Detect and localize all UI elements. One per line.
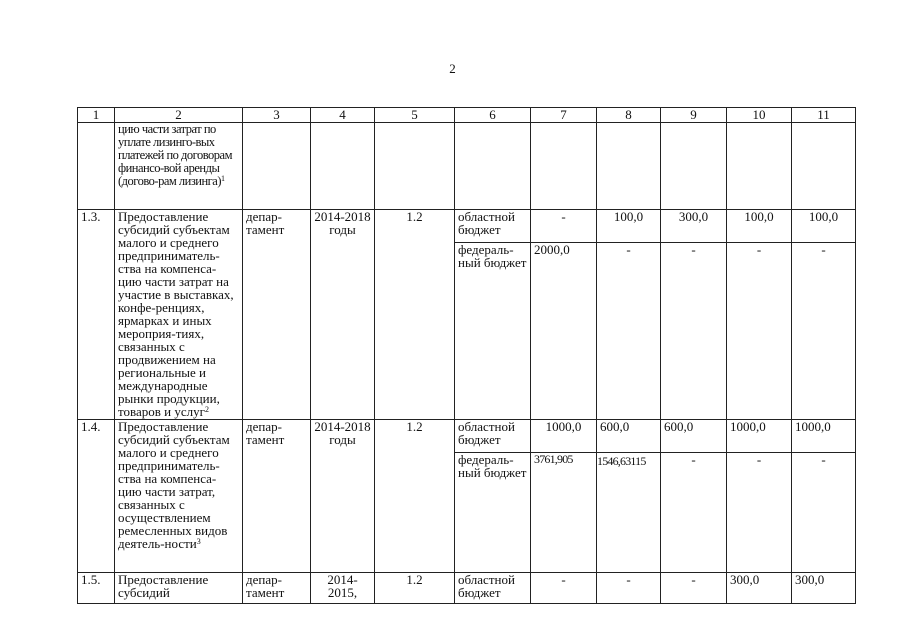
executor: депар-тамент bbox=[243, 420, 311, 573]
budget-value: 100,0 bbox=[597, 210, 661, 243]
budget-value: 300,0 bbox=[661, 210, 727, 243]
budget-source: федераль-ный бюджет bbox=[455, 453, 531, 573]
table-row bbox=[78, 573, 856, 604]
budget-source: федераль-ный бюджет bbox=[455, 243, 531, 420]
measure-description: цию части затрат по уплате лизинго-вых платежей по договорам финансо-вой аренды (догово-рам лизинга)$^1$ bbox=[115, 123, 243, 210]
table-row bbox=[78, 420, 856, 453]
budget-value: - bbox=[792, 243, 856, 420]
budget-value: - bbox=[531, 210, 597, 243]
period: 2014-2018 годы bbox=[311, 420, 375, 573]
measure-description: Предоставление субсидий субъектам малого и среднего предприниматель-ства на компенса-цию части затрат, связанных с осуществлением ремесленных видов деятель-ности$^3$ bbox=[115, 420, 243, 573]
budget-value: 3761,905 bbox=[531, 453, 597, 573]
page-number: 2 bbox=[449, 61, 456, 76]
budget-value: - bbox=[531, 573, 597, 604]
executor: депар-тамент bbox=[243, 573, 311, 604]
budget-source: областной бюджет bbox=[455, 420, 531, 453]
budget-value: 600,0 bbox=[661, 420, 727, 453]
column-header: 11 bbox=[792, 108, 856, 123]
budget-source: областной бюджет bbox=[455, 573, 531, 604]
budget-value: 100,0 bbox=[792, 210, 856, 243]
table-row-continuation bbox=[78, 123, 856, 210]
budget-value: - bbox=[661, 573, 727, 604]
budget-value: 1000,0 bbox=[792, 420, 856, 453]
budget-value: - bbox=[727, 243, 792, 420]
row-number: 1.3. bbox=[78, 210, 115, 420]
period: 2014-2018 годы bbox=[311, 210, 375, 420]
table-row bbox=[78, 210, 856, 243]
column-header: 5 bbox=[375, 108, 455, 123]
budget-value: 1546,63115 bbox=[597, 453, 661, 573]
column-header: 8 bbox=[597, 108, 661, 123]
budget-value: 600,0 bbox=[597, 420, 661, 453]
indicator-code: 1.2 bbox=[375, 210, 455, 420]
column-header: 6 bbox=[455, 108, 531, 123]
column-header: 7 bbox=[531, 108, 597, 123]
indicator-code: 1.2 bbox=[375, 420, 455, 573]
budget-value: 2000,0 bbox=[531, 243, 597, 420]
budget-value: 300,0 bbox=[727, 573, 792, 604]
executor: депар-тамент bbox=[243, 210, 311, 420]
budget-value: 1000,0 bbox=[727, 420, 792, 453]
column-header-row bbox=[78, 108, 856, 123]
column-header: 9 bbox=[661, 108, 727, 123]
indicator-code: 1.2 bbox=[375, 573, 455, 604]
budget-value: 100,0 bbox=[727, 210, 792, 243]
footnote-mark: 3 bbox=[196, 537, 201, 546]
budget-value: 300,0 bbox=[792, 573, 856, 604]
measure-description: Предоставление субсидий bbox=[115, 573, 243, 604]
footnote-mark: 2 bbox=[204, 405, 209, 414]
period: 2014-2015, bbox=[311, 573, 375, 604]
budget-value: - bbox=[661, 243, 727, 420]
measure-description: Предоставление субсидий субъектам малого и среднего предприниматель-ства на компенса-цию части затрат на участие в выставках, конфе-ренциях, ярмарках и иных мероприя-тиях, связанных с продвижением на региональные и международные рынки продукции, товаров и услуг$^2$ bbox=[115, 210, 243, 420]
budget-value: - bbox=[661, 453, 727, 573]
budget-value: 1000,0 bbox=[531, 420, 597, 453]
budget-source: областной бюджет bbox=[455, 210, 531, 243]
budget-value: - bbox=[792, 453, 856, 573]
row-number: 1.5. bbox=[78, 573, 115, 604]
budget-value: - bbox=[597, 573, 661, 604]
row-number: 1.4. bbox=[78, 420, 115, 573]
column-header: 10 bbox=[727, 108, 792, 123]
column-header: 2 bbox=[115, 108, 243, 123]
budget-value: - bbox=[727, 453, 792, 573]
budget-value: - bbox=[597, 243, 661, 420]
column-header: 3 bbox=[243, 108, 311, 123]
footnote-mark: 1 bbox=[220, 174, 225, 183]
column-header: 1 bbox=[78, 108, 115, 123]
program-table bbox=[77, 107, 856, 604]
column-header: 4 bbox=[311, 108, 375, 123]
